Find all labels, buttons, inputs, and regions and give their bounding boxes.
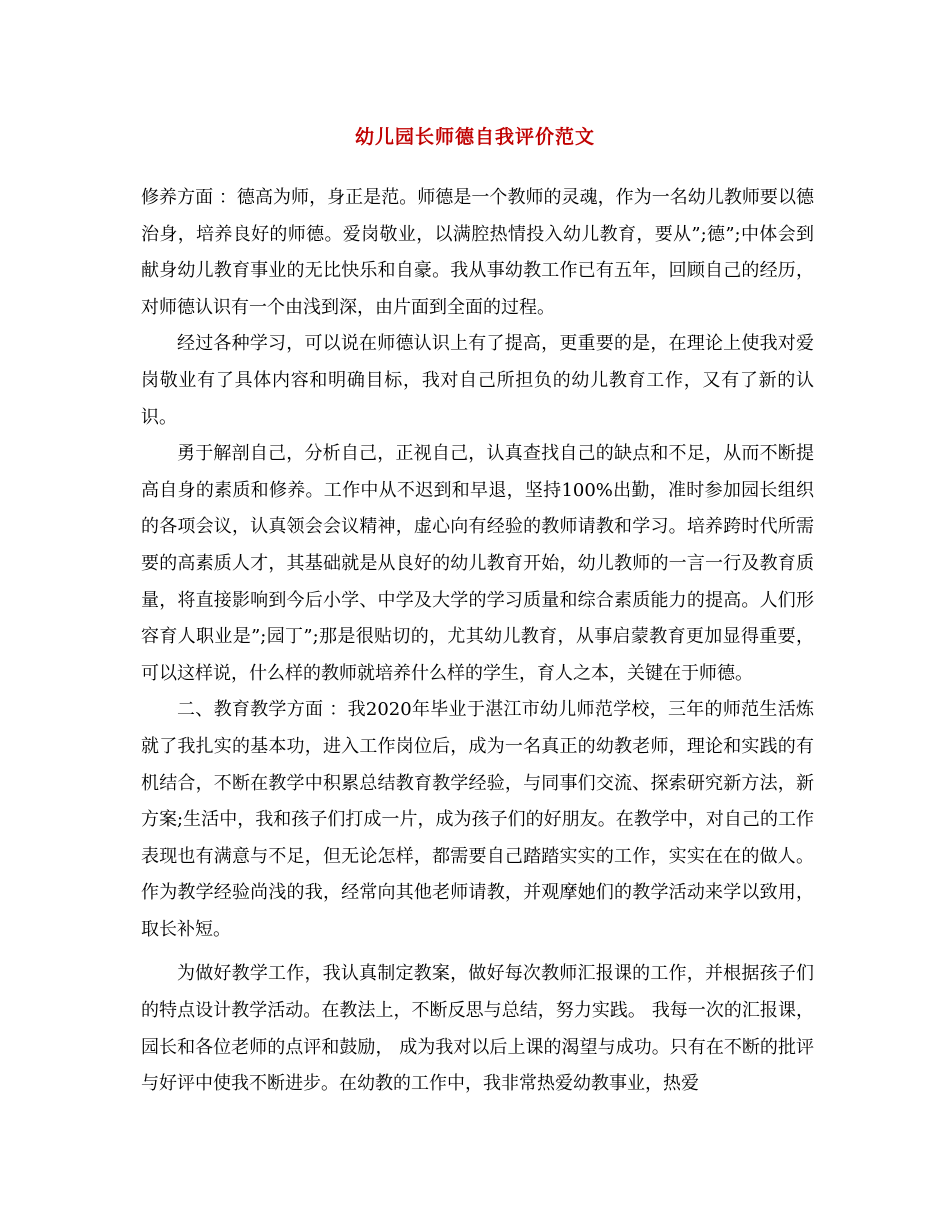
paragraph-4: 二、教育教学方面 ：我2020年毕业于湛江市幼儿师范学校，三年的师范生活炼就了我扎实的基本功，进入工作岗位后，成为一名真正的幼教老师，理论和实践的有机结合，不断在教学中积累总结教育教学经验，与同事们交流、探索研究新方法，新方案;生活中，我和孩子们打成一片，成为孩子们的好朋友。在教学中，对自己的工作表现也有满意与不足，但无论怎样，都需要自己踏踏实实的工作，实实在在的做人。作为教学经验尚浅的我，经常向其他老师请教，并观摩她们的教学活动来学以致用，取长补短。	[141, 699, 814, 940]
paragraph-5: 为做好教学工作，我认真制定教案，做好每次教师汇报课的工作，并根据孩子们的特点设计教学活动。在教法上，不断反思与总结，努力实践。 我每一次的汇报课，园长和各位老师的点评和鼓励， 成为我对以后上课的渴望与成功。只有在不断的批评与好评中使我不断进步。在幼教的工作中，我非常热爱幼教事业，热爱	[141, 963, 814, 1095]
paragraph-3: 勇于解剖自己，分析自己，正视自己，认真查找自己的缺点和不足，从而不断提高自身的素质和修养。工作中从不迟到和早退，坚持100%出勤，准时参加园长组织的各项会议，认真领会会议精神，虚心向有经验的教师请教和学习。培养跨时代所需要的高素质人才，其基础就是从良好的幼儿教育开始，幼儿教师的一言一行及教育质量，将直接影响到今后小学、中学及大学的学习质量和综合素质能力的提高。人们形容育人职业是”;园丁”;那是很贴切的，尤其幼儿教育，从事启蒙教育更加显得重要，可以这样说，什么样的教师就培养什么样的学生，育人之本，关键在于师德。	[141, 443, 814, 684]
document-body	[141, 180, 814, 1103]
paragraph-1: 修养方面 ：德高为师，身正是范。师德是一个教师的灵魂，作为一名幼儿教师要以德治身，培养良好的师德。爱岗敬业，以满腔热情投入幼儿教育，要从”;德”;中体会到献身幼儿教育事业的无比快乐和自豪。我从事幼教工作已有五年，回顾自己的经历，对师德认识有一个由浅到深，由片面到全面的过程。	[141, 187, 814, 318]
document-title: 幼儿园长师德自我评价范文	[354, 126, 595, 148]
paragraph-2: 经过各种学习，可以说在师德认识上有了提高，更重要的是，在理论上使我对爱岗敬业有了具体内容和明确目标，我对自己所担负的幼儿教育工作，又有了新的认识。	[141, 333, 814, 428]
